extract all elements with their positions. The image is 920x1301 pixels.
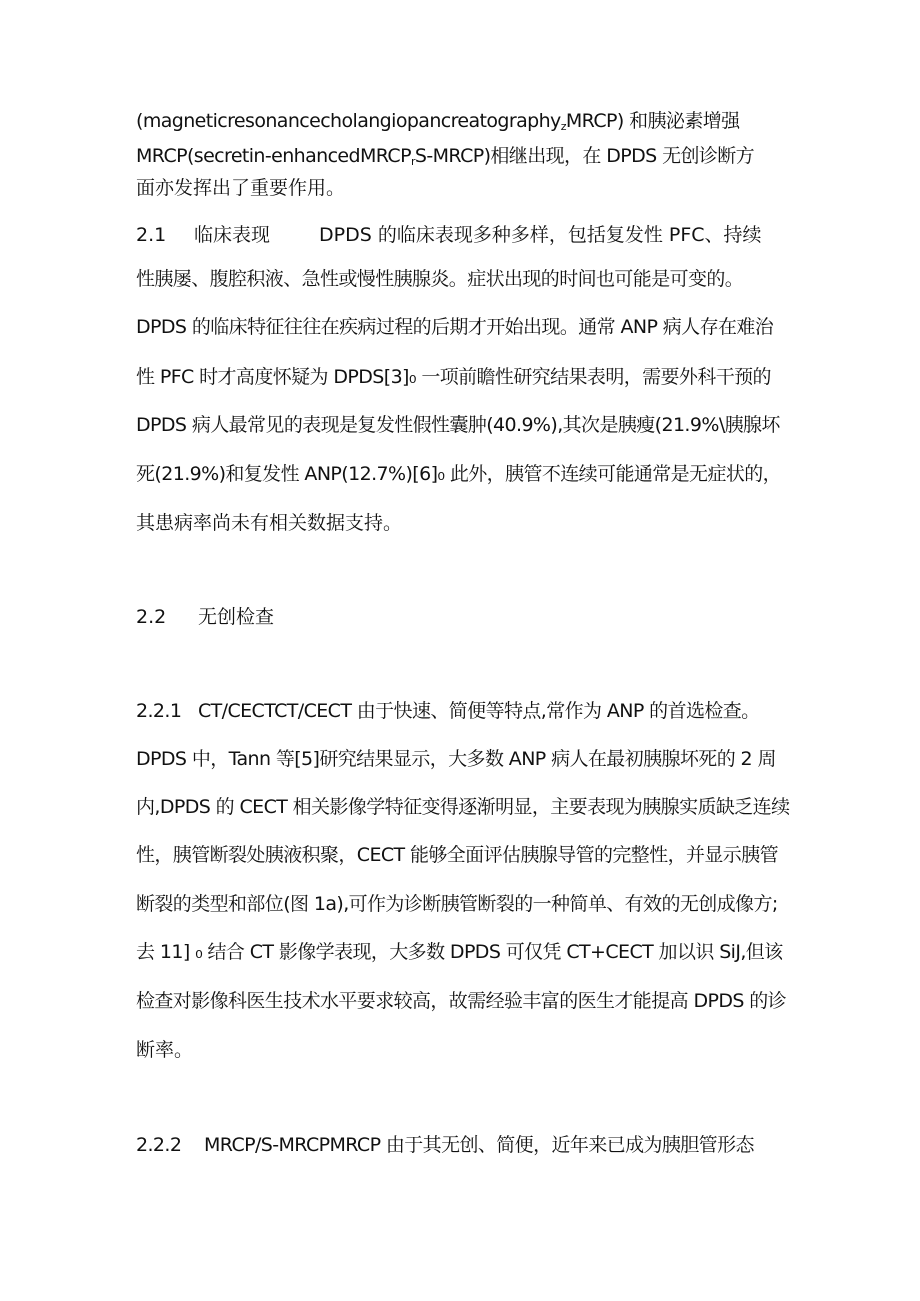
intro-line-2-text-b: S-MRCP)相继出现，在 DPDS 无创诊断方: [414, 145, 755, 167]
section-2-2-1-line-8: 断率。: [136, 1039, 194, 1061]
section-2-2-1-line-5: 断裂的类型和部位(图 1a),可作为诊断胰管断裂的一种简单、有效的无创成像方;: [136, 893, 778, 915]
section-2-1-line-2: 性胰屡、腹腔积液、急性或慢性胰腺炎。症状出现的时间也可能是可变的。: [136, 268, 744, 290]
section-2-1-heading-line: [136, 220, 762, 250]
section-2-2-1-line-4: 性，胰管断裂处胰液积聚，CECT 能够全面评估胰腺导管的完整性，并显示胰管: [136, 844, 778, 866]
section-2-2-1-line-6: 去 11] ₀ 结合 CT 影像学表现，大多数 DPDS 可仅凭 CT+CECT 加以识 SiJ,但该: [136, 941, 783, 963]
section-2-2-number: 2.2: [136, 606, 167, 628]
section-2-2-1-line-2: DPDS 中，Tann 等[5]研究结果显示，大多数 ANP 病人在最初胰腺坏死的 2 周: [136, 748, 776, 770]
intro-line-1-text-b: MRCP) 和胰泌素增强: [565, 110, 740, 132]
section-2-1-line-4: 性 PFC 时才高度怀疑为 DPDS[3]₀ 一项前瞻性研究结果表明，需要外科干预的: [136, 366, 771, 388]
section-2-2-1-heading-line: [136, 696, 760, 726]
section-2-1-line-1-text: DPDS 的临床表现多种多样，包括复发性 PFC、持续: [319, 224, 762, 246]
section-2-2-1-number: 2.2.1: [136, 700, 182, 722]
intro-line-3: 面亦发挥出了重要作用。: [136, 177, 346, 199]
intro-line-2-text-a: MRCP(secretin-enhancedMRCP: [136, 145, 411, 167]
section-2-2-heading: [136, 602, 274, 632]
section-2-2-title: 无创检查: [198, 606, 275, 628]
section-2-2-2-line-1-text: MRCP/S-MRCPMRCP 由于其无创、简便，近年来已成为胰胆管形态: [204, 1134, 754, 1156]
section-2-1-number: 2.1: [136, 224, 167, 246]
intro-line-1-subscript: z: [560, 120, 566, 133]
section-2-2-1-line-1-text: CT/CECTCT/CECT 由于快速、简便等特点,常作为 ANP 的首选检查。: [198, 700, 760, 722]
section-2-1-line-5: DPDS 病人最常见的表现是复发性假性囊肿(40.9%),其次是胰瘦(21.9%\胰腺坏: [136, 414, 780, 436]
intro-line-2-subscript: r: [410, 155, 415, 168]
intro-line-1-text-a: (magneticresonancecholangiopancreatography: [136, 110, 561, 132]
section-2-1-line-3: DPDS 的临床特征往往在疾病过程的后期才开始出现。通常 ANP 病人存在难治: [136, 316, 774, 338]
section-2-2-2-heading-line: [136, 1130, 754, 1160]
section-2-2-1-line-7: 检查对影像科医生技术水平要求较高，故需经验丰富的医生才能提高 DPDS 的诊: [136, 990, 787, 1012]
intro-line-1: [136, 106, 740, 142]
section-2-1-line-7: 其患病率尚未有相关数据支持。: [136, 512, 403, 534]
section-2-1-title: 临床表现: [194, 224, 271, 246]
section-2-2-2-number: 2.2.2: [136, 1134, 182, 1156]
section-2-2-1-line-3: 内,DPDS 的 CECT 相关影像学特征变得逐渐明显，主要表现为胰腺实质缺乏连续: [136, 796, 790, 818]
section-2-1-line-6: 死(21.9%)和复发性 ANP(12.7%)[6]₀ 此外，胰管不连续可能通常是无症状的，: [136, 463, 782, 485]
intro-line-2: [136, 141, 754, 177]
